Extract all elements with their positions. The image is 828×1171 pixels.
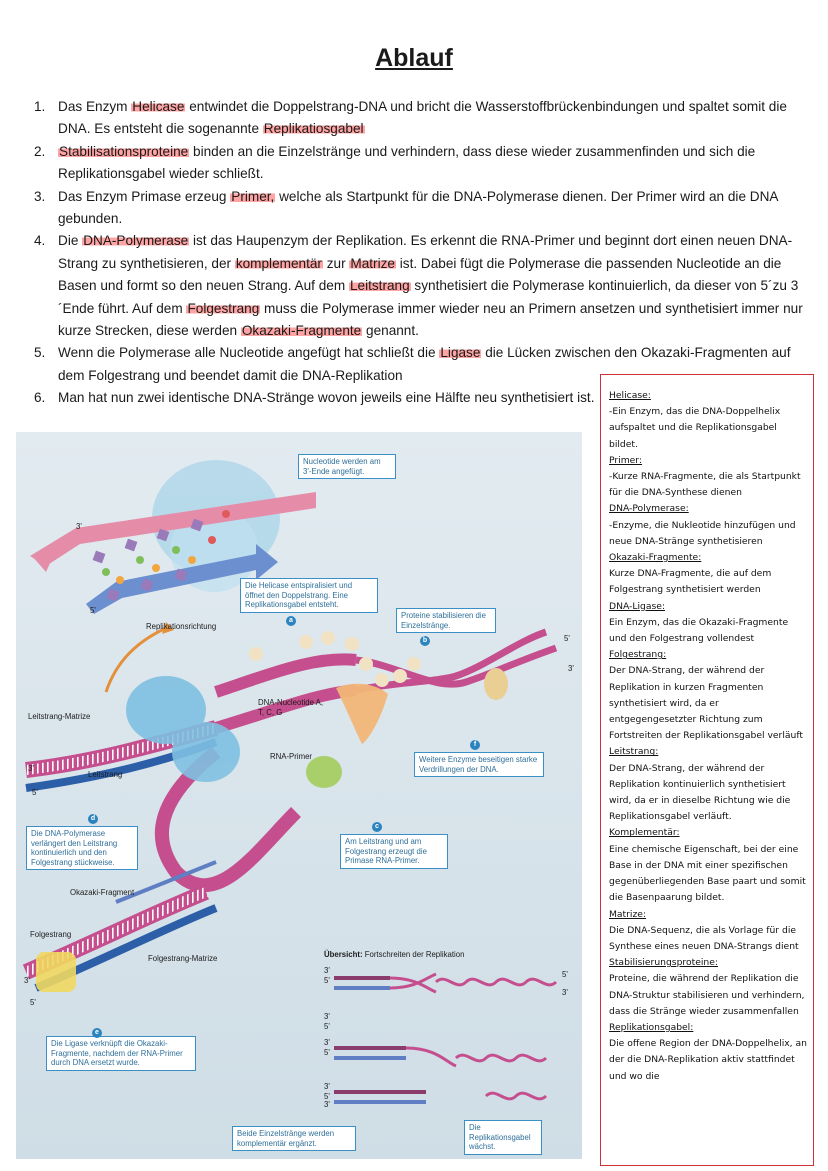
overview-3-d: 3' (324, 1082, 330, 1091)
replication-figure (16, 432, 582, 1159)
glossary-term: DNA-Polymerase: (609, 503, 689, 515)
step-text: ist das Haupenzym der Replikation. Es erkennt die RNA-Primer und beginnt dort einen neuen DNA-Strang zu synthetisieren, der (58, 233, 793, 271)
glossary-definition: Der DNA-Strang, der während der Replikation kontinuierlich synthetisiert wird, da er in dieselbe Richtung wie die Replikationsgabel verläuft. (609, 762, 791, 823)
label-prime-3-right: 3' (568, 664, 574, 673)
step-text: zur (322, 255, 350, 271)
label-replication-direction: Replikationsrichtung (146, 622, 217, 631)
step-text: Das Enzym (58, 99, 132, 114)
label-step-e-ligase: Die Ligase verknüpft die Okazaki-Fragmente, nachdem der RNA-Primer durch DNA ersetzt wurde. (46, 1036, 196, 1071)
step-item (24, 141, 804, 186)
step-text: welche als Startpunkt für die DNA-Polymerase dienen. Der Primer wird an die DNA gebunden. (58, 188, 778, 227)
overview-3-e: 3' (324, 1100, 330, 1109)
step-text: Wenn die Polymerase alle Nucleotide angefügt hat schließt die (58, 345, 440, 361)
glossary-term: Primer: (609, 454, 643, 466)
highlighted-term: Helicase (132, 99, 185, 114)
glossary-definition: Die offene Region der DNA-Doppelhelix, an der die DNA-Replikation aktiv stattfindet und wo die (609, 1038, 807, 1082)
label-rna-primer: RNA-Primer (270, 752, 313, 761)
overview-3-c: 3' (324, 1038, 330, 1047)
step-number: 6. (34, 390, 46, 406)
label-okazaki-fragment: Okazaki-Fragment (70, 888, 135, 897)
glossary-term: Komplementär: (609, 827, 680, 839)
step-text: Das Enzym Primase erzeug (58, 188, 231, 204)
badge-c: c (372, 822, 382, 832)
step-text: binden an die Einzelstränge und verhindern, dass diese wieder zusammenfinden und sich die Replikationsgabel wieder schließt. (58, 143, 756, 182)
step-text: Man hat nun zwei identische DNA-Stränge wovon jeweils eine Hälfte neu synthetisiert ist. (58, 390, 595, 406)
label-nucleotides-added: Nucleotide werden am 3'-Ende angefügt. (298, 454, 396, 479)
glossary-term: Folgestrang: (609, 649, 667, 661)
highlighted-term: komplementär (235, 255, 322, 271)
step-number: 4. (34, 233, 46, 249)
step-number: 3. (34, 188, 46, 204)
label-prime-5-right: 5' (564, 634, 570, 643)
glossary-term: Helicase: (609, 390, 651, 401)
glossary-box (600, 374, 814, 1166)
highlighted-term: Replikatiosgabel (263, 121, 364, 137)
overview-5-b: 5' (324, 1022, 330, 1031)
overview-5-d: 5' (324, 1092, 330, 1101)
label-prime-5-left: 5' (90, 606, 96, 615)
overview-title (324, 950, 464, 960)
step-number: 2. (34, 143, 46, 159)
overview-3-a: 3' (324, 966, 330, 975)
overview-5-a: 5' (324, 976, 330, 985)
glossary-definition: Die DNA-Sequenz, die als Vorlage für die Synthese eines neuen DNA-Strangs dient (609, 924, 799, 952)
glossary-definition: Eine chemische Eigenschaft, bei der eine Base in der DNA mit einer spezifischen gegenüberliegenden Base paart und somit die Basenpaarung bildet. (609, 843, 806, 904)
badge-e: e (92, 1028, 102, 1038)
badge-d: d (88, 814, 98, 824)
step-text: genannt. (362, 323, 419, 339)
label-leading-template: Leitstrang-Matrize (28, 712, 91, 721)
highlighted-term: Primer, (231, 188, 275, 204)
label-both-strands: Beide Einzelstränge werden komplementär ergänzt. (232, 1126, 356, 1151)
label-step-c-primase: Am Leitstrang und am Folgestrang erzeugt die Primase RNA-Primer. (340, 834, 448, 869)
step-item (24, 186, 804, 231)
label-fork-grows: Die Replikationsgabel wächst. (464, 1120, 542, 1155)
step-text: die Lücken zwischen den Okazaki-Fragmenten auf dem Folgestrang und beendet damit die DNA-Replikation (58, 345, 791, 383)
glossary-definition: Der DNA-Strang, der während der Replikation in kurzen Fragmenten synthetisiert wird, da er entgegengesetzter Richtung zum Fortstreiten der Replikationsgabel verläuft (609, 665, 804, 742)
step-item (24, 96, 804, 141)
label-dna-nucleotides: DNA-Nucleotide A, T, C, G (258, 698, 324, 717)
glossary-definition: Proteine, die während der Replikation die DNA-Struktur stabilisieren und verhindern, dass die Stränge wieder zusammenfallen (609, 973, 805, 1017)
label-leading-strand: Leitstrang (88, 770, 123, 779)
step-number: 1. (34, 99, 46, 114)
page-title: Ablauf (375, 44, 453, 72)
highlighted-term: Folgestrang (187, 300, 260, 316)
step-text: Die (58, 233, 83, 249)
highlighted-term: DNA-Polymerase (83, 233, 189, 249)
ligase-enzyme (36, 952, 76, 992)
highlighted-term: Matrize (350, 255, 395, 271)
glossary-definition: -Ein Enzym, das die DNA-Doppelhelix aufspaltet und die Replikationsgabel bildet. (609, 406, 781, 450)
glossary-definition: -Enzyme, die Nukleotide hinzufügen und neue DNA-Stränge synthetisieren (609, 519, 796, 547)
overview-3-b: 3' (324, 1012, 330, 1021)
process-steps-list (24, 96, 804, 410)
glossary-term: Leitstrang: (609, 746, 659, 758)
glossary-definition: -Kurze RNA-Fragmente, die als Startpunkt für die DNA-Synthese dienen (609, 471, 801, 499)
glossary-term: Replikationsgabel: (609, 1021, 694, 1033)
step-text: synthetisiert die Polymerase kontinuierlich, da dieser von 5´zu 3´Ende führt. Auf dem (58, 278, 799, 316)
glossary-term: Stabilisierungsproteine: (609, 957, 718, 969)
step-text: entwindet die Doppelstrang-DNA und bricht die Wasserstoffbrückenbindungen und spaltet somit die DNA. Es entsteht die sogenannte (58, 99, 787, 137)
label-prime-3-bottom: 3' (24, 976, 30, 985)
step-text: muss die Polymerase immer wieder neu an Primern ansetzen und synthetisiert immer nur kurze Strecken, diese werden (58, 300, 803, 339)
label-prime-3-left: 3' (76, 522, 82, 531)
label-step-b-proteins: Proteine stabilisieren die Einzelstränge. (396, 608, 496, 633)
step-number: 5. (34, 345, 46, 361)
highlighted-term: Leitstrang (349, 278, 410, 294)
glossary-term: DNA-Ligase: (609, 600, 666, 612)
glossary-definition: Kurze DNA-Fragmente, die auf dem Folgestrang synthetisiert werden (609, 568, 772, 596)
label-prime-5-main: 5' (32, 788, 38, 797)
overview-5-c: 5' (324, 1048, 330, 1057)
label-lagging-template: Folgestrang-Matrize (148, 954, 218, 963)
label-prime-5-bottom: 5' (30, 998, 36, 1007)
overview-3-a-end: 3' (562, 988, 568, 997)
overview-title-rest: Fortschreiten der Replikation (362, 950, 465, 959)
step-item (24, 230, 804, 342)
highlighted-term: Ligase (440, 345, 481, 361)
label-step-f-enzymes: Weitere Enzyme beseitigen starke Verdrillungen der DNA. (414, 752, 544, 777)
overview-5-a-end: 5' (562, 970, 568, 979)
highlighted-term: Okazaki-Fragmente (241, 323, 362, 339)
label-step-a-helicase: Die Helicase entspiralisiert und öffnet den Doppelstrang. Eine Replikationsgabel entsteht. (240, 578, 378, 613)
overview-title-bold: Übersicht: (324, 950, 363, 959)
step-text: ist. Dabei fügt die Polymerase die passenden Nucleotide an die Basen und formt so den neuen Strang. Auf dem (58, 255, 782, 294)
label-prime-3-main: 3' (28, 764, 34, 773)
glossary-definition: Ein Enzym, das die Okazaki-Fragmente und den Folgestrang vollendest (609, 616, 789, 645)
label-step-d-polymerase: Die DNA-Polymerase verlängert den Leitstrang kontinuierlich und den Folgestrang stückweise. (26, 826, 138, 870)
badge-b: b (420, 636, 430, 646)
glossary-term: Matrize: (609, 908, 647, 920)
badge-a: a (286, 616, 296, 626)
topoisomerase-enzyme (484, 668, 508, 700)
glossary-term: Okazaki-Fragmente: (609, 552, 702, 564)
badge-f: f (470, 740, 480, 750)
label-lagging-strand: Folgestrang (30, 930, 72, 939)
highlighted-term: Stabilisationsproteine (59, 143, 189, 159)
